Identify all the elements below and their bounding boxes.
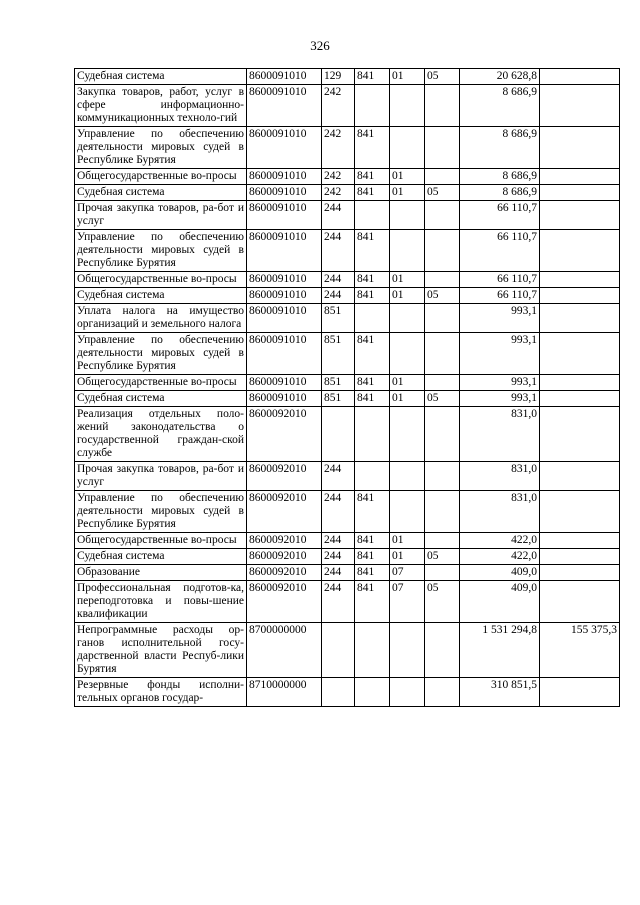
row-vr-cell: 244 (322, 288, 355, 304)
row-grbs-cell: 841 (355, 127, 390, 169)
row-sum-cell: 993,1 (460, 304, 540, 333)
row-rz-cell: 01 (390, 549, 425, 565)
row-sum2-cell (540, 272, 620, 288)
row-sum2-cell (540, 230, 620, 272)
row-vr-cell: 242 (322, 127, 355, 169)
row-rz-cell: 01 (390, 69, 425, 85)
row-sum2-cell (540, 565, 620, 581)
row-code-cell: 8600091010 (247, 375, 322, 391)
row-vr-cell: 851 (322, 333, 355, 375)
row-grbs-cell: 841 (355, 581, 390, 623)
row-name-cell: Общегосударственные во-просы (75, 169, 247, 185)
row-sum2-cell (540, 462, 620, 491)
row-grbs-cell (355, 85, 390, 127)
row-pr-cell (425, 678, 460, 707)
row-code-cell: 8710000000 (247, 678, 322, 707)
row-pr-cell (425, 375, 460, 391)
row-rz-cell (390, 85, 425, 127)
table-row (75, 230, 620, 272)
row-grbs-cell: 841 (355, 565, 390, 581)
row-rz-cell (390, 407, 425, 462)
row-sum2-cell (540, 407, 620, 462)
row-rz-cell (390, 678, 425, 707)
row-sum2-cell (540, 127, 620, 169)
row-sum-cell: 422,0 (460, 549, 540, 565)
row-sum2-cell: 155 375,3 (540, 623, 620, 678)
row-pr-cell (425, 565, 460, 581)
row-rz-cell (390, 304, 425, 333)
row-sum-cell: 409,0 (460, 581, 540, 623)
table-row (75, 85, 620, 127)
row-code-cell: 8600092010 (247, 462, 322, 491)
row-pr-cell: 05 (425, 549, 460, 565)
row-code-cell: 8600092010 (247, 565, 322, 581)
row-name-cell: Судебная система (75, 391, 247, 407)
row-vr-cell: 242 (322, 169, 355, 185)
row-grbs-cell: 841 (355, 375, 390, 391)
row-name-cell: Общегосударственные во-просы (75, 533, 247, 549)
row-sum2-cell (540, 85, 620, 127)
row-pr-cell: 05 (425, 288, 460, 304)
row-name-cell: Прочая закупка товаров, ра-бот и услуг (75, 462, 247, 491)
row-sum-cell: 20 628,8 (460, 69, 540, 85)
row-pr-cell (425, 230, 460, 272)
row-sum2-cell (540, 391, 620, 407)
row-sum-cell: 1 531 294,8 (460, 623, 540, 678)
row-name-cell: Управление по обеспечению деятельности мировых судей в Республике Бурятия (75, 491, 247, 533)
row-rz-cell: 01 (390, 391, 425, 407)
row-pr-cell (425, 462, 460, 491)
row-sum-cell: 8 686,9 (460, 127, 540, 169)
row-rz-cell: 01 (390, 533, 425, 549)
row-rz-cell (390, 127, 425, 169)
budget-table-body (75, 69, 620, 707)
table-row (75, 272, 620, 288)
row-rz-cell (390, 201, 425, 230)
row-pr-cell: 05 (425, 581, 460, 623)
row-code-cell: 8600092010 (247, 533, 322, 549)
budget-table (74, 68, 620, 707)
row-grbs-cell: 841 (355, 185, 390, 201)
row-name-cell: Резервные фонды исполни-тельных органов государ- (75, 678, 247, 707)
row-sum-cell: 409,0 (460, 565, 540, 581)
row-code-cell: 8600091010 (247, 169, 322, 185)
row-name-cell: Судебная система (75, 549, 247, 565)
table-row (75, 185, 620, 201)
row-sum-cell: 8 686,9 (460, 185, 540, 201)
row-pr-cell (425, 491, 460, 533)
row-sum2-cell (540, 549, 620, 565)
table-row (75, 201, 620, 230)
row-grbs-cell: 841 (355, 491, 390, 533)
row-pr-cell (425, 127, 460, 169)
row-sum-cell: 993,1 (460, 375, 540, 391)
row-pr-cell (425, 272, 460, 288)
row-vr-cell: 242 (322, 185, 355, 201)
row-vr-cell: 244 (322, 201, 355, 230)
row-sum-cell: 993,1 (460, 333, 540, 375)
row-pr-cell: 05 (425, 69, 460, 85)
row-name-cell: Уплата налога на имущество организаций и земельного налога (75, 304, 247, 333)
row-sum-cell: 66 110,7 (460, 201, 540, 230)
row-sum2-cell (540, 491, 620, 533)
row-code-cell: 8600091010 (247, 288, 322, 304)
row-sum2-cell (540, 678, 620, 707)
row-code-cell: 8600091010 (247, 185, 322, 201)
table-row (75, 623, 620, 678)
row-code-cell: 8600092010 (247, 491, 322, 533)
row-vr-cell: 244 (322, 549, 355, 565)
row-pr-cell (425, 333, 460, 375)
row-rz-cell (390, 230, 425, 272)
row-sum-cell: 993,1 (460, 391, 540, 407)
row-sum-cell: 8 686,9 (460, 85, 540, 127)
row-sum2-cell (540, 375, 620, 391)
row-pr-cell (425, 201, 460, 230)
row-rz-cell: 01 (390, 288, 425, 304)
table-row (75, 491, 620, 533)
row-sum-cell: 310 851,5 (460, 678, 540, 707)
row-code-cell: 8600091010 (247, 85, 322, 127)
table-row (75, 407, 620, 462)
row-sum2-cell (540, 533, 620, 549)
row-vr-cell: 244 (322, 272, 355, 288)
row-sum2-cell (540, 169, 620, 185)
row-grbs-cell: 841 (355, 169, 390, 185)
row-grbs-cell (355, 623, 390, 678)
row-grbs-cell (355, 201, 390, 230)
row-name-cell: Управление по обеспечению деятельности мировых судей в Республике Бурятия (75, 230, 247, 272)
row-code-cell: 8600091010 (247, 230, 322, 272)
row-rz-cell: 01 (390, 272, 425, 288)
table-row (75, 333, 620, 375)
row-code-cell: 8600091010 (247, 304, 322, 333)
row-vr-cell: 851 (322, 391, 355, 407)
row-rz-cell (390, 333, 425, 375)
row-sum2-cell (540, 333, 620, 375)
page-number: 326 (310, 38, 330, 53)
row-sum-cell: 66 110,7 (460, 288, 540, 304)
table-row (75, 169, 620, 185)
row-name-cell: Закупка товаров, работ, услуг в сфере информационно-коммуникационных техноло-гий (75, 85, 247, 127)
row-vr-cell: 244 (322, 533, 355, 549)
table-row (75, 69, 620, 85)
row-vr-cell: 851 (322, 304, 355, 333)
row-sum2-cell (540, 304, 620, 333)
row-pr-cell (425, 407, 460, 462)
row-rz-cell: 01 (390, 169, 425, 185)
row-grbs-cell: 841 (355, 333, 390, 375)
row-grbs-cell (355, 304, 390, 333)
row-code-cell: 8600091010 (247, 201, 322, 230)
row-sum-cell: 422,0 (460, 533, 540, 549)
row-sum-cell: 66 110,7 (460, 272, 540, 288)
row-grbs-cell (355, 462, 390, 491)
row-sum-cell: 66 110,7 (460, 230, 540, 272)
table-row (75, 288, 620, 304)
row-grbs-cell: 841 (355, 230, 390, 272)
row-rz-cell: 07 (390, 581, 425, 623)
row-code-cell: 8700000000 (247, 623, 322, 678)
row-pr-cell (425, 169, 460, 185)
row-sum2-cell (540, 288, 620, 304)
row-grbs-cell: 841 (355, 69, 390, 85)
row-name-cell: Прочая закупка товаров, ра-бот и услуг (75, 201, 247, 230)
row-vr-cell: 244 (322, 491, 355, 533)
row-sum2-cell (540, 185, 620, 201)
row-name-cell: Управление по обеспечению деятельности мировых судей в Республике Бурятия (75, 333, 247, 375)
row-vr-cell (322, 623, 355, 678)
row-sum-cell: 831,0 (460, 407, 540, 462)
row-pr-cell (425, 304, 460, 333)
row-name-cell: Общегосударственные во-просы (75, 272, 247, 288)
table-row (75, 565, 620, 581)
row-vr-cell (322, 407, 355, 462)
row-rz-cell (390, 491, 425, 533)
row-sum2-cell (540, 581, 620, 623)
table-row (75, 127, 620, 169)
row-grbs-cell: 841 (355, 288, 390, 304)
row-code-cell: 8600092010 (247, 407, 322, 462)
row-grbs-cell: 841 (355, 391, 390, 407)
row-grbs-cell: 841 (355, 533, 390, 549)
row-code-cell: 8600092010 (247, 549, 322, 565)
row-code-cell: 8600091010 (247, 333, 322, 375)
table-row (75, 391, 620, 407)
row-pr-cell (425, 533, 460, 549)
row-rz-cell: 01 (390, 375, 425, 391)
row-name-cell: Реализация отдельных поло-жений законодательства о государственной граждан-ской службе (75, 407, 247, 462)
row-vr-cell: 244 (322, 565, 355, 581)
row-sum2-cell (540, 201, 620, 230)
table-row (75, 549, 620, 565)
row-vr-cell: 242 (322, 85, 355, 127)
table-row (75, 678, 620, 707)
row-vr-cell: 244 (322, 462, 355, 491)
row-code-cell: 8600091010 (247, 127, 322, 169)
row-rz-cell: 07 (390, 565, 425, 581)
row-grbs-cell (355, 407, 390, 462)
table-row (75, 533, 620, 549)
row-grbs-cell: 841 (355, 549, 390, 565)
table-row (75, 304, 620, 333)
row-rz-cell (390, 462, 425, 491)
row-vr-cell: 129 (322, 69, 355, 85)
row-grbs-cell (355, 678, 390, 707)
row-name-cell: Судебная система (75, 288, 247, 304)
row-rz-cell (390, 623, 425, 678)
row-vr-cell (322, 678, 355, 707)
table-row (75, 375, 620, 391)
row-vr-cell: 244 (322, 581, 355, 623)
row-sum-cell: 831,0 (460, 462, 540, 491)
row-code-cell: 8600091010 (247, 69, 322, 85)
row-pr-cell: 05 (425, 185, 460, 201)
row-sum-cell: 8 686,9 (460, 169, 540, 185)
row-name-cell: Профессиональная подготов-ка, переподготовка и повы-шение квалификации (75, 581, 247, 623)
row-name-cell: Непрограммные расходы ор-ганов исполнительной госу-дарственной власти Респуб-лики Бурятия (75, 623, 247, 678)
row-pr-cell: 05 (425, 391, 460, 407)
table-row (75, 581, 620, 623)
row-code-cell: 8600092010 (247, 581, 322, 623)
row-name-cell: Образование (75, 565, 247, 581)
row-grbs-cell: 841 (355, 272, 390, 288)
row-vr-cell: 244 (322, 230, 355, 272)
row-code-cell: 8600091010 (247, 391, 322, 407)
row-code-cell: 8600091010 (247, 272, 322, 288)
row-pr-cell (425, 85, 460, 127)
row-sum2-cell (540, 69, 620, 85)
row-rz-cell: 01 (390, 185, 425, 201)
row-name-cell: Судебная система (75, 69, 247, 85)
row-name-cell: Управление по обеспечению деятельности мировых судей в Республике Бурятия (75, 127, 247, 169)
row-vr-cell: 851 (322, 375, 355, 391)
row-sum-cell: 831,0 (460, 491, 540, 533)
table-row (75, 462, 620, 491)
row-name-cell: Общегосударственные во-просы (75, 375, 247, 391)
row-name-cell: Судебная система (75, 185, 247, 201)
row-pr-cell (425, 623, 460, 678)
